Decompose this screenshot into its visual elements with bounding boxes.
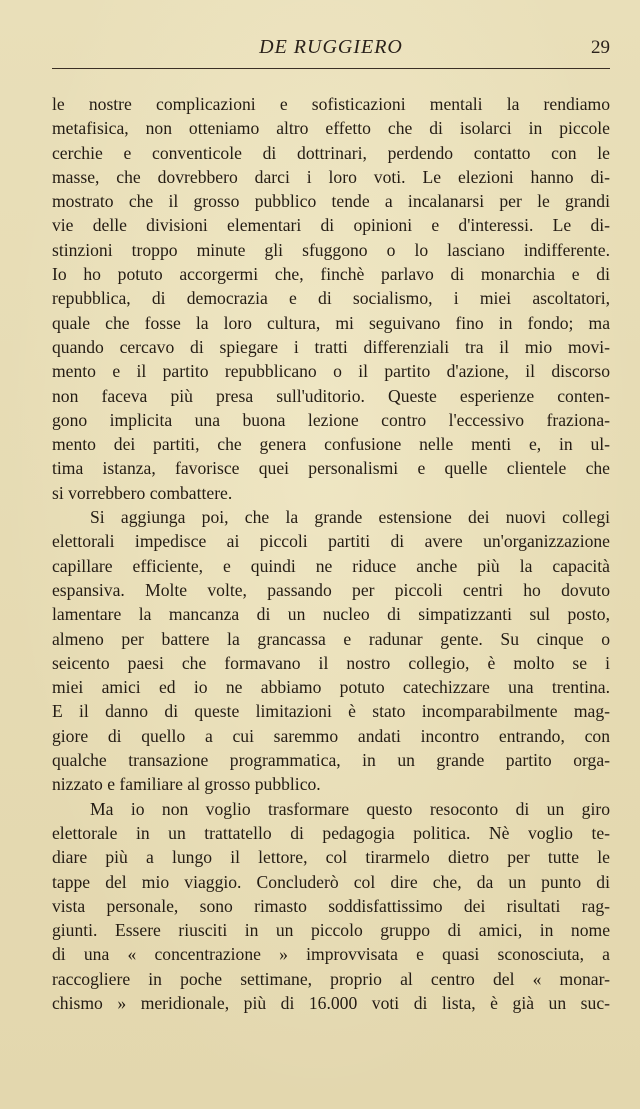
- text-line: vie delle divisioni elementari di opinioni e d'interessi. Le di-: [52, 215, 610, 236]
- text-line: giore di quello a cui saremmo andati incontro entrando, con: [52, 725, 610, 746]
- text-line: qualche transazione programmatica, in un grande partito orga-: [52, 750, 610, 771]
- text-line: quale che fosse la loro cultura, mi seguivano fino in fondo; ma: [52, 312, 610, 333]
- running-header: [52, 34, 610, 64]
- text-line: giunti. Essere riusciti in un piccolo gruppo di amici, in nome: [52, 920, 610, 941]
- paragraph: [52, 797, 610, 1016]
- text-line: capillare efficiente, e quindi ne riduce anche più la capacità: [52, 555, 610, 576]
- text-line: E il danno di queste limitazioni è stato incomparabilmente mag-: [52, 701, 610, 722]
- text-line: seicento paesi che formavano il nostro collegio, è molto se i: [52, 652, 610, 673]
- text-line: metafisica, non otteniamo altro effetto che di isolarci in piccole: [52, 118, 610, 139]
- text-line: vista personale, sono rimasto soddisfattissimo dei risultati rag-: [52, 895, 610, 916]
- paragraph: [52, 92, 610, 505]
- text-line: espansiva. Molte volte, passando per piccoli centri ho dovuto: [52, 579, 610, 600]
- text-line: tappe del mio viaggio. Concluderò col dire che, da un punto di: [52, 871, 610, 892]
- text-line: mento e il partito repubblicano o il partito d'azione, il discorso: [52, 361, 610, 382]
- text-line: elettorali impedisce ai piccoli partiti di avere un'organizzazione: [52, 531, 610, 552]
- body-text: [52, 92, 610, 1015]
- text-line: repubblica, di democrazia e di socialismo, i miei ascoltatori,: [52, 288, 610, 309]
- text-line: di una « concentrazione » improvvisata e quasi sconosciuta, a: [52, 944, 610, 965]
- text-line: stinzioni troppo minute gli sfuggono o lo lasciano indifferente.: [52, 239, 610, 260]
- text-line: gono implicita una buona lezione contro l'eccessivo fraziona-: [52, 409, 610, 430]
- text-line: mostrato che il grosso pubblico tende a incalanarsi per le grandi: [52, 191, 610, 212]
- text-line: elettorale in un trattatello di pedagogia politica. Nè voglio te-: [52, 822, 610, 843]
- text-line: lamentare la mancanza di un nucleo di simpatizzanti sul posto,: [52, 604, 610, 625]
- text-line: tima istanza, favorisce quei personalismi e quelle clientele che: [52, 458, 610, 479]
- text-line: quando cercavo di spiegare i tratti differenziali tra il mio movi-: [52, 336, 610, 357]
- text-line: miei amici ed io ne abbiamo potuto catechizzare una trentina.: [52, 677, 610, 698]
- text-line: non faceva più presa sull'uditorio. Queste esperienze conten-: [52, 385, 610, 406]
- page-number: 29: [591, 37, 610, 58]
- header-rule: [52, 68, 610, 69]
- text-line: le nostre complicazioni e sofisticazioni mentali la rendiamo: [52, 94, 610, 114]
- text-line: diare più a lungo il lettore, col tirarmelo dietro per tutte le: [52, 847, 610, 868]
- text-line: almeno per battere la grancassa e radunar gente. Su cinque o: [52, 628, 610, 649]
- text-line: chismo » meridionale, più di 16.000 voti di lista, è già un suc-: [52, 992, 610, 1013]
- text-line: si vorrebbero combattere.: [52, 482, 233, 503]
- running-title: DE RUGGIERO: [259, 36, 403, 58]
- text-line: raccogliere in poche settimane, proprio al centro del « monar-: [52, 968, 610, 989]
- paragraph: [52, 505, 610, 797]
- text-line: cerchie e conventicole di dottrinari, perdendo contatto con le: [52, 142, 610, 163]
- text-line: Ma io non voglio trasformare questo resoconto di un giro: [90, 798, 610, 819]
- text-line: nizzato e familiare al grosso pubblico.: [52, 774, 321, 795]
- text-line: Si aggiunga poi, che la grande estensione dei nuovi collegi: [90, 507, 610, 528]
- text-line: Io ho potuto accorgermi che, finchè parlavo di monarchia e di: [52, 264, 610, 285]
- text-line: mento dei partiti, che genera confusione nelle menti e, in ul-: [52, 434, 610, 455]
- text-line: masse, che dovrebbero darci i loro voti. Le elezioni hanno di-: [52, 166, 610, 187]
